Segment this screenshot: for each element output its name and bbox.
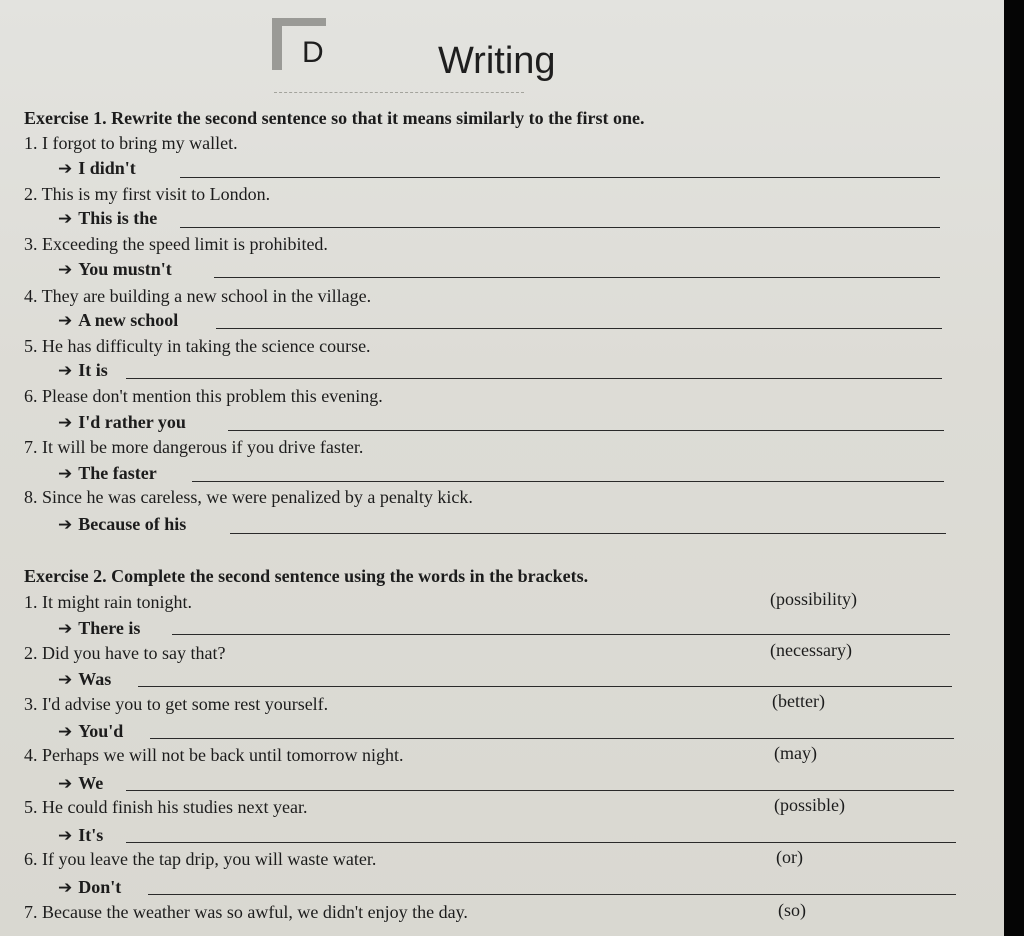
ex2-question-7: 7. Because the weather was so awful, we didn't enjoy the day.: [24, 902, 468, 922]
ex2-hint-1: (possibility): [770, 589, 858, 609]
ex1-question-1: 1. I forgot to bring my wallet.: [24, 133, 238, 153]
section-title: Writing: [438, 40, 556, 82]
ex2-hint-5: (possible): [774, 795, 845, 815]
right-arrow-icon: ➔: [58, 722, 73, 742]
right-arrow-icon: ➔: [58, 826, 73, 846]
ex1-answer-blank-7[interactable]: [192, 481, 944, 482]
right-arrow-icon: ➔: [58, 311, 73, 331]
ex1-answer-prefix-3: ➔ You mustn't: [58, 259, 172, 280]
ex2-hint-4: (may): [774, 743, 817, 763]
ex1-question-4: 4. They are building a new school in the village.: [24, 286, 372, 306]
ex1-answer-blank-3[interactable]: [214, 277, 940, 278]
ex1-question-6: 6. Please don't mention this problem this evening.: [24, 386, 383, 406]
photo-edge: [1004, 0, 1024, 936]
right-arrow-icon: ➔: [58, 670, 73, 690]
ex1-question-7: 7. It will be more dangerous if you drive faster.: [24, 437, 364, 457]
right-arrow-icon: ➔: [58, 413, 73, 433]
ex2-answer-prefix-6: ➔ Don't: [58, 877, 122, 898]
ex2-question-2: 2. Did you have to say that?: [24, 643, 226, 663]
ex2-answer-blank-3[interactable]: [150, 738, 954, 739]
ex2-hint-2: (necessary): [770, 640, 852, 660]
ex1-answer-blank-1[interactable]: [180, 177, 940, 178]
ex1-answer-blank-6[interactable]: [228, 430, 944, 431]
exercise-1-heading: Exercise 1. Rewrite the second sentence so that it means similarly to the first one.: [24, 108, 645, 128]
section-letter: D: [302, 36, 324, 69]
ex2-answer-prefix-5: ➔ It's: [58, 825, 104, 846]
ex1-question-2: 2. This is my first visit to London.: [24, 184, 271, 204]
ex2-answer-prefix-2: ➔ Was: [58, 669, 112, 690]
ex1-answer-blank-5[interactable]: [126, 378, 942, 379]
ex2-question-3: 3. I'd advise you to get some rest yourself.: [24, 694, 329, 714]
ex1-question-5: 5. He has difficulty in taking the science course.: [24, 336, 371, 356]
ex1-question-3: 3. Exceeding the speed limit is prohibited.: [24, 234, 328, 254]
right-arrow-icon: ➔: [58, 515, 73, 535]
ex2-hint-3: (better): [772, 691, 825, 711]
ex2-question-1: 1. It might rain tonight.: [24, 592, 192, 612]
ex2-answer-blank-2[interactable]: [138, 686, 952, 687]
ex1-answer-blank-2[interactable]: [180, 227, 940, 228]
right-arrow-icon: ➔: [58, 209, 73, 229]
right-arrow-icon: ➔: [58, 619, 73, 639]
ex1-answer-prefix-6: ➔ I'd rather you: [58, 412, 186, 433]
ex2-answer-blank-1[interactable]: [172, 634, 950, 635]
ex1-answer-prefix-8: ➔ Because of his: [58, 514, 187, 535]
header-divider: [274, 92, 524, 93]
right-arrow-icon: ➔: [58, 260, 73, 280]
ex2-answer-blank-6[interactable]: [148, 894, 956, 895]
ex2-hint-6: (or): [776, 847, 803, 867]
ex1-answer-prefix-7: ➔ The faster: [58, 463, 157, 484]
right-arrow-icon: ➔: [58, 774, 73, 794]
ex1-answer-prefix-2: ➔ This is the: [58, 208, 158, 229]
ex1-answer-blank-8[interactable]: [230, 533, 946, 534]
ex1-answer-prefix-4: ➔ A new school: [58, 310, 179, 331]
ex1-answer-blank-4[interactable]: [216, 328, 942, 329]
exercise-2-heading: Exercise 2. Complete the second sentence using the words in the brackets.: [24, 566, 589, 586]
ex2-answer-blank-5[interactable]: [126, 842, 956, 843]
right-arrow-icon: ➔: [58, 361, 73, 381]
ex2-question-5: 5. He could finish his studies next year.: [24, 797, 308, 817]
right-arrow-icon: ➔: [58, 878, 73, 898]
ex1-question-8: 8. Since he was careless, we were penalized by a penalty kick.: [24, 487, 473, 507]
ex2-question-4: 4. Perhaps we will not be back until tomorrow night.: [24, 745, 404, 765]
ex2-answer-prefix-1: ➔ There is: [58, 618, 141, 639]
ex1-answer-prefix-5: ➔ It is: [58, 360, 108, 381]
ex2-hint-7: (so): [778, 900, 806, 920]
ex2-answer-blank-4[interactable]: [126, 790, 954, 791]
ex2-answer-prefix-3: ➔ You'd: [58, 721, 124, 742]
right-arrow-icon: ➔: [58, 159, 73, 179]
right-arrow-icon: ➔: [58, 464, 73, 484]
ex2-answer-prefix-4: ➔ We: [58, 773, 104, 794]
ex1-answer-prefix-1: ➔ I didn't: [58, 158, 136, 179]
ex2-question-6: 6. If you leave the tap drip, you will waste water.: [24, 849, 377, 869]
